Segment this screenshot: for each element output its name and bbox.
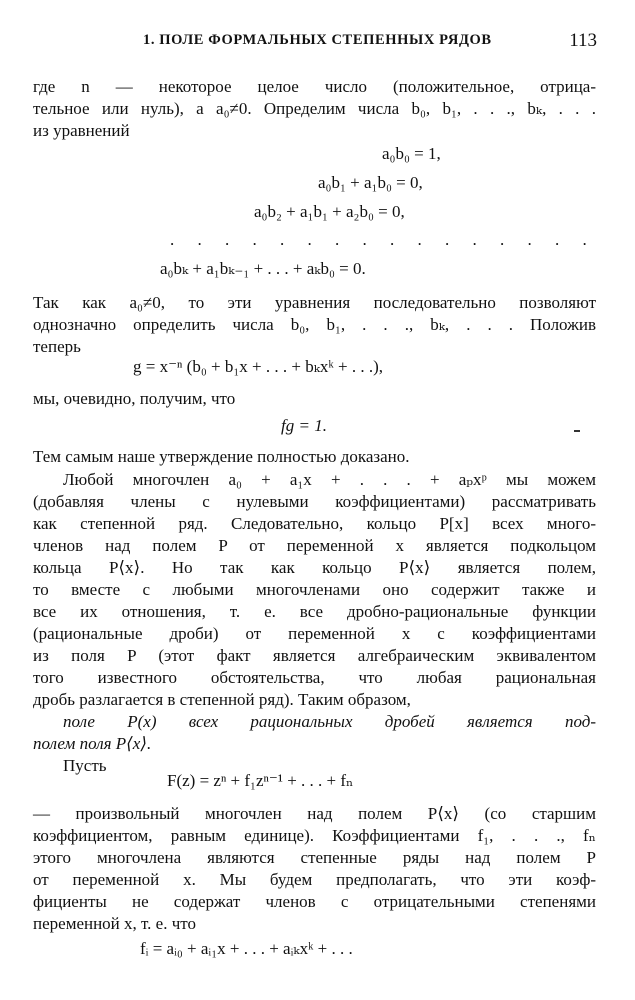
text-line: как степенной ряд. Следовательно, кольцо P[x] всех много- (33, 514, 596, 533)
equation: F(z) = zⁿ + f₁zⁿ⁻¹ + . . . + fₙ (167, 771, 354, 790)
equation: fg = 1. (281, 416, 327, 435)
theorem-line: поле P(x) всех рациональных дробей является под- (63, 712, 596, 731)
text-line: коэффициентом, равным единице). Коэффициентами f₁, . . ., fₙ (33, 826, 596, 845)
text-line: того известного обстоятельства, что любая рациональная (33, 668, 596, 687)
text-line: тельное или нуль), а a₀≠0. Определим числа b₀, b₁, . . ., bₖ, . . . (33, 99, 596, 118)
equation: a₀bₖ + a₁bₖ₋₁ + . . . + aₖb₀ = 0. (160, 259, 366, 278)
text-line: из поля P (этот факт является алгебраическим эквивалентом (33, 646, 596, 665)
ellipsis-row: . . . . . . . . . . . . . . . . (170, 230, 597, 249)
text-line: Тем самым наше утверждение полностью доказано. (33, 447, 410, 466)
text-line: мы, очевидно, получим, что (33, 389, 236, 408)
text-line: однозначно определить числа b₀, b₁, . . ., bₖ, . . . Положив (33, 315, 596, 334)
margin-mark (574, 430, 580, 432)
text-line: членов над полем P от переменной x является подкольцом (33, 536, 596, 555)
text-line: (рациональные дроби) от переменной x с коэффициентами (33, 624, 596, 643)
text-line: кольца P⟨x⟩. Но так как кольцо P⟨x⟩ является полем, (33, 558, 596, 577)
text-line: все их отношения, т. е. все дробно-рациональные функции (33, 602, 596, 621)
text-line: Так как a₀≠0, то эти уравнения последовательно позволяют (33, 293, 596, 312)
equation: a₀b₂ + a₁b₁ + a₂b₀ = 0, (254, 202, 405, 221)
theorem-line: полем поля P⟨x⟩. (33, 734, 152, 753)
equation: g = x⁻ⁿ (b₀ + b₁x + . . . + bₖxᵏ + . . .), (133, 357, 384, 376)
equation: a₀b₀ = 1, (382, 144, 441, 163)
equation: a₀b₁ + a₁b₀ = 0, (318, 173, 423, 192)
text-line: от переменной x. Мы будем предполагать, что эти коэф- (33, 870, 596, 889)
text-line: Любой многочлен a₀ + a₁x + . . . + aₚxᵖ мы можем (63, 470, 596, 489)
page-number: 113 (569, 30, 597, 51)
equation: fᵢ = aᵢ₀ + aᵢ₁x + . . . + aᵢₖxᵏ + . . . (140, 939, 353, 958)
text-line: теперь (33, 337, 81, 356)
text-line: Пусть (63, 756, 107, 775)
text-line: этого многочлена являются степенные ряды над полем P (33, 848, 596, 867)
text-line: фициенты не содержат членов с отрицательными степенями (33, 892, 596, 911)
text-line: переменной x, т. е. что (33, 914, 196, 933)
text-line: из уравнений (33, 121, 130, 140)
text-line: дробь разлагается в степенной ряд). Таким образом, (33, 690, 411, 709)
text-line: — произвольный многочлен над полем P⟨x⟩ (со старшим (33, 804, 596, 823)
text-line: (добавляя члены с нулевыми коэффициентами) рассматривать (33, 492, 596, 511)
text-line: то вместе с любыми многочленами оно содержит также и (33, 580, 596, 599)
text-line: где n — некоторое целое число (положительное, отрица- (33, 77, 596, 96)
running-header-title: 1. ПОЛЕ ФОРМАЛЬНЫХ СТЕПЕННЫХ РЯДОВ (143, 32, 492, 48)
